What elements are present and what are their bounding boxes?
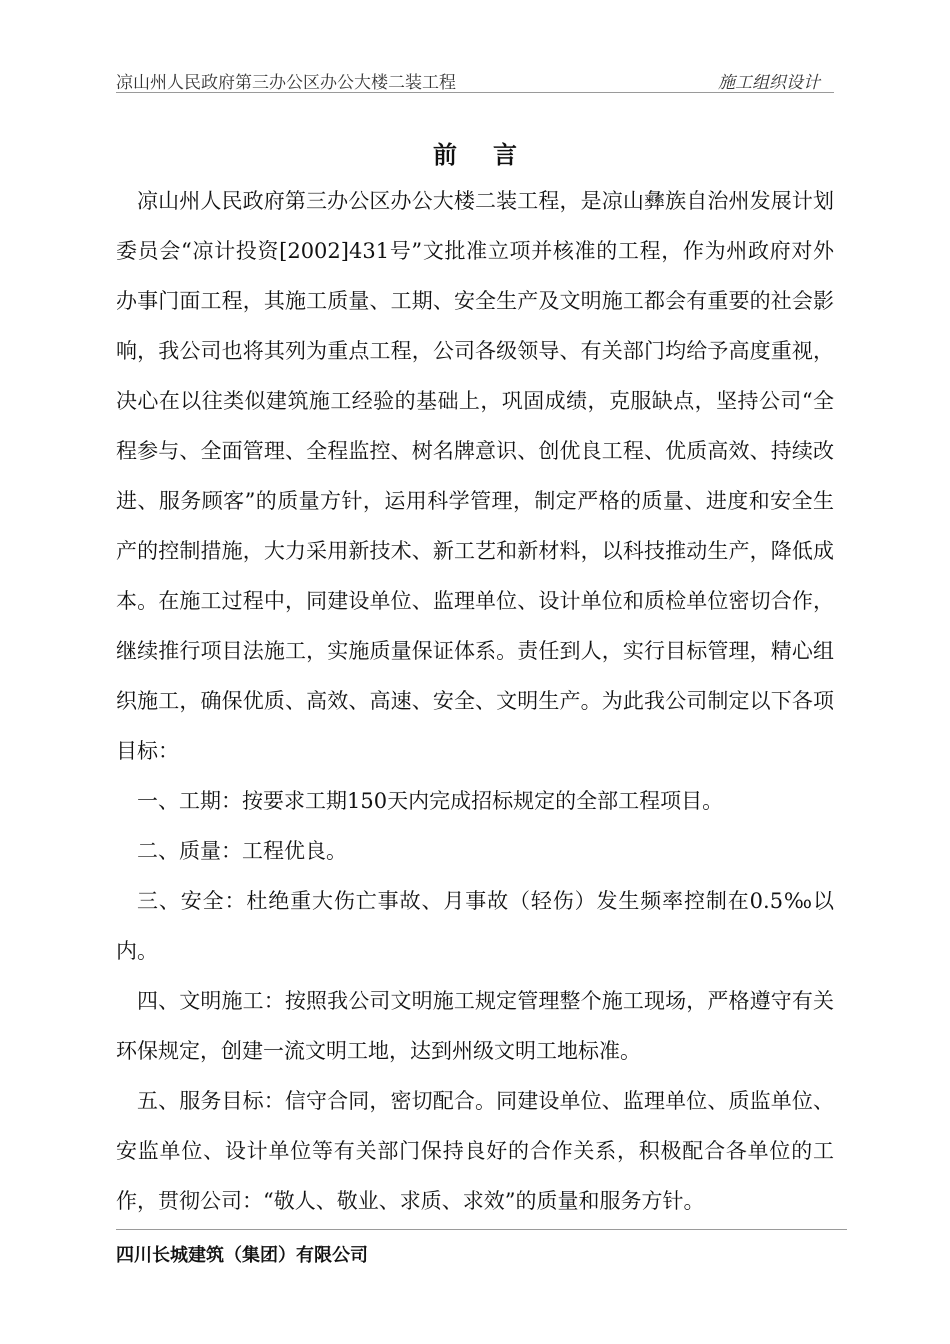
intro-paragraph: 凉山州人民政府第三办公区办公大楼二装工程，是凉山彝族自治州发展计划委员会“凉计投资[2002]431号”文批准立项并核准的工程，作为州政府对外办事门面工程，其施工质量、工期、安全生产及文明施工都会有重要的社会影响，我公司也将其列为重点工程，公司各级领导、有关部门均给予高度重视，决心在以往类似建筑施工经验的基础上，巩固成绩，克服缺点，坚持公司“全程参与、全面管理、全程监控、树名牌意识、创优良工程、优质高效、持续改进、服务顾客”的质量方针，运用科学管理，制定严格的质量、进度和安全生产的控制措施，大力采用新技术、新工艺和新材料，以科技推动生产，降低成本。在施工过程中，同建设单位、监理单位、设计单位和质检单位密切合作，继续推行项目法施工，实施质量保证体系。责任到人，实行目标管理，精心组织施工，确保优质、高效、高速、安全、文明生产。为此我公司制定以下各项目标：	[116, 189, 834, 763]
footer-divider	[116, 1229, 847, 1230]
page-title: 前言	[433, 140, 553, 169]
footer-company: 四川长城建筑（集团）有限公司	[116, 1245, 368, 1266]
goal-schedule: 一、工期：按要求工期150天内完成招标规定的全部工程项目。	[137, 789, 724, 813]
header-project-title: 凉山州人民政府第三办公区办公大楼二装工程	[116, 73, 456, 93]
goal-civilized-construction: 四、文明施工：按照我公司文明施工规定管理整个施工现场，严格遵守有关环保规定，创建一流文明工地，达到州级文明工地标准。	[116, 989, 834, 1063]
goal-safety: 三、安全：杜绝重大伤亡事故、月事故（轻伤）发生频率控制在0.5‰以内。	[116, 889, 834, 963]
goal-service: 五、服务目标：信守合同，密切配合。同建设单位、监理单位、质监单位、安监单位、设计单位等有关部门保持良好的合作关系，积极配合各单位的工作，贯彻公司：“敬人、敬业、求质、求效”的质量和服务方针。	[116, 1089, 834, 1213]
goal-quality: 二、质量：工程优良。	[137, 839, 347, 863]
document-body	[116, 176, 834, 1226]
header-doc-type: 施工组织设计	[718, 73, 820, 93]
page-header	[116, 66, 834, 93]
